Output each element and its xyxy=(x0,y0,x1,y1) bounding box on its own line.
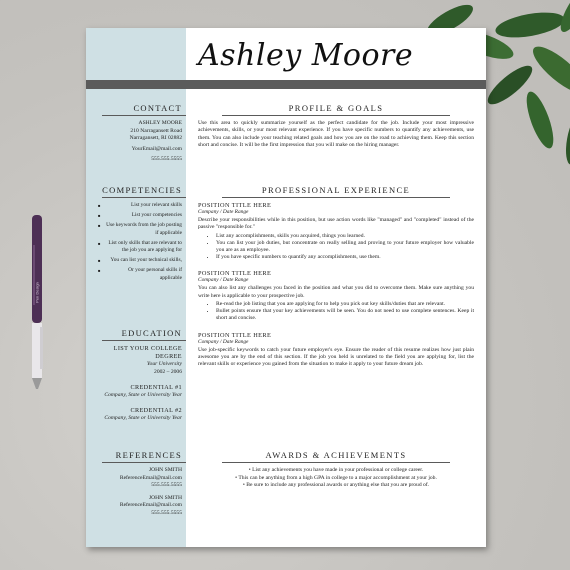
contact-name: ASHLEY MOORE xyxy=(138,120,182,126)
references-section xyxy=(86,450,186,518)
reference-phone: 555.555.5555 xyxy=(151,509,182,516)
reference-email: ReferenceEmail@mail.com xyxy=(119,502,182,509)
header-bar xyxy=(86,80,486,89)
competency-item: ■ You can list your technical skills, xyxy=(86,257,182,264)
profile-text: Use this area to quickly summarize yourself as the perfect candidate for the job. Include your most impressive achievements, skills, or your most relevant experience. If you have specific numbers to quantify any achievements, use them. You can also include your teaching related goals and how you are on the road to achieving them. Keep this section short and concise. It will be the first impression that you will make on the hiring manager. xyxy=(198,120,474,148)
job-company: Company / Date Range xyxy=(198,277,249,284)
job-description: You can also list any challenges you faced in the position and what you did to overcome them. Make sure anything you write here is applicable to your prospective job. xyxy=(198,285,474,299)
pen-brand-label: Pen Design xyxy=(34,282,40,303)
job-company: Company / Date Range xyxy=(198,209,249,215)
resume-page xyxy=(86,28,486,547)
experience-title: PROFESSIONAL EXPERIENCE xyxy=(261,185,411,195)
contact-street: 210 Narragansett Road xyxy=(130,127,182,134)
credential-2-title: CREDENTIAL #2 xyxy=(130,407,182,415)
divider xyxy=(102,340,186,341)
competency-item: ■ List your relevant skills xyxy=(86,202,182,209)
job-bullet: • List any accomplishments, skills you acquired, things you learned. xyxy=(216,233,474,240)
profile-section xyxy=(198,103,474,149)
education-years: 2002 – 2006 xyxy=(154,368,182,375)
profile-title: PROFILE & GOALS xyxy=(288,103,384,113)
contact-title: CONTACT xyxy=(133,103,182,113)
job-description: Use job-specific keywords to catch your future employer's eye. Ensure the reader of this resume realizes how just plain awesome you are by the end of this section. If the job you held is unrelated to the field you are applying for, list the relevant skills or experience you gained from the situation to make it apply to your future dream job. xyxy=(198,346,474,368)
credential-1-detail: Company, State or University Year xyxy=(104,391,182,398)
credential-1-title: CREDENTIAL #1 xyxy=(130,384,182,392)
divider xyxy=(102,462,186,463)
contact-phone: 555.555.5555 xyxy=(151,156,182,163)
divider xyxy=(102,115,186,116)
award-item: • List any achievements you have made in your professional or college career. xyxy=(198,467,474,475)
job-title: POSITION TITLE HERE xyxy=(198,270,272,278)
competency-item: ■ Or your personal skills if applicable xyxy=(86,267,182,281)
reference-phone: 555.555.5555 xyxy=(151,482,182,489)
education-section xyxy=(86,328,186,423)
job-title: POSITION TITLE HERE xyxy=(198,331,272,339)
candidate-name: Ashley Moore xyxy=(198,38,414,73)
university: Your University xyxy=(146,361,182,367)
awards-section xyxy=(198,450,474,490)
references-title: REFERENCES xyxy=(115,450,182,460)
contact-email: YourEmail@mail.com xyxy=(131,145,182,152)
divider xyxy=(222,462,450,463)
awards-title: AWARDS & ACHIEVEMENTS xyxy=(265,450,407,460)
job-title: POSITION TITLE HERE xyxy=(198,202,272,209)
reference-name: JOHN SMITH xyxy=(148,494,182,501)
competency-item: ■ List only skills that are relevant to the job you are applying for xyxy=(86,240,182,254)
award-item: • Be sure to include any professional awards or anything else that you are proud of. xyxy=(198,482,474,490)
reference-email: ReferenceEmail@mail.com xyxy=(119,474,182,481)
competencies-section xyxy=(86,185,186,285)
education-title: EDUCATION xyxy=(121,328,182,338)
job-bullet: • Bullet points ensure that your key achievements will be seen. You do not need to use complete sentences. Keep it short and concise. xyxy=(216,308,474,322)
divider xyxy=(222,115,450,116)
contact-city: Narragansett, RI 02882 xyxy=(129,135,182,142)
competency-item: ■ List your competencies xyxy=(86,212,182,219)
divider xyxy=(102,197,186,198)
job-bullet: • You can list your job duties, but concentrate on really selling and proving to your future employer how valuable you are as an employee. xyxy=(216,240,474,254)
divider xyxy=(222,197,450,198)
name-header xyxy=(186,28,486,80)
award-item: • This can be anything from a high GPA in college to a major accomplishment at your job. xyxy=(198,475,474,483)
job-bullet: • If you have specific numbers to quantify any accomplishments, use them. xyxy=(216,254,474,261)
job-bullet: • Re-read the job listing that you are applying for to help you pick out key skills/duties that are relevant. xyxy=(216,301,474,308)
degree: LIST YOUR COLLEGE DEGREE xyxy=(113,345,182,360)
reference-name: JOHN SMITH xyxy=(148,467,182,473)
competencies-title: COMPETENCIES xyxy=(102,185,182,195)
credential-2-detail: Company, State or University Year xyxy=(104,414,182,421)
job-company: Company / Date Range xyxy=(198,338,249,345)
competency-item: ■ Use keywords from the job posting if applicable xyxy=(86,222,182,236)
job-description: Describe your responsibilities while in this position, but use action words like "managed" and "completed" instead of the passive "responsible for." xyxy=(198,217,474,231)
contact-section xyxy=(86,103,186,164)
experience-section xyxy=(198,185,474,369)
